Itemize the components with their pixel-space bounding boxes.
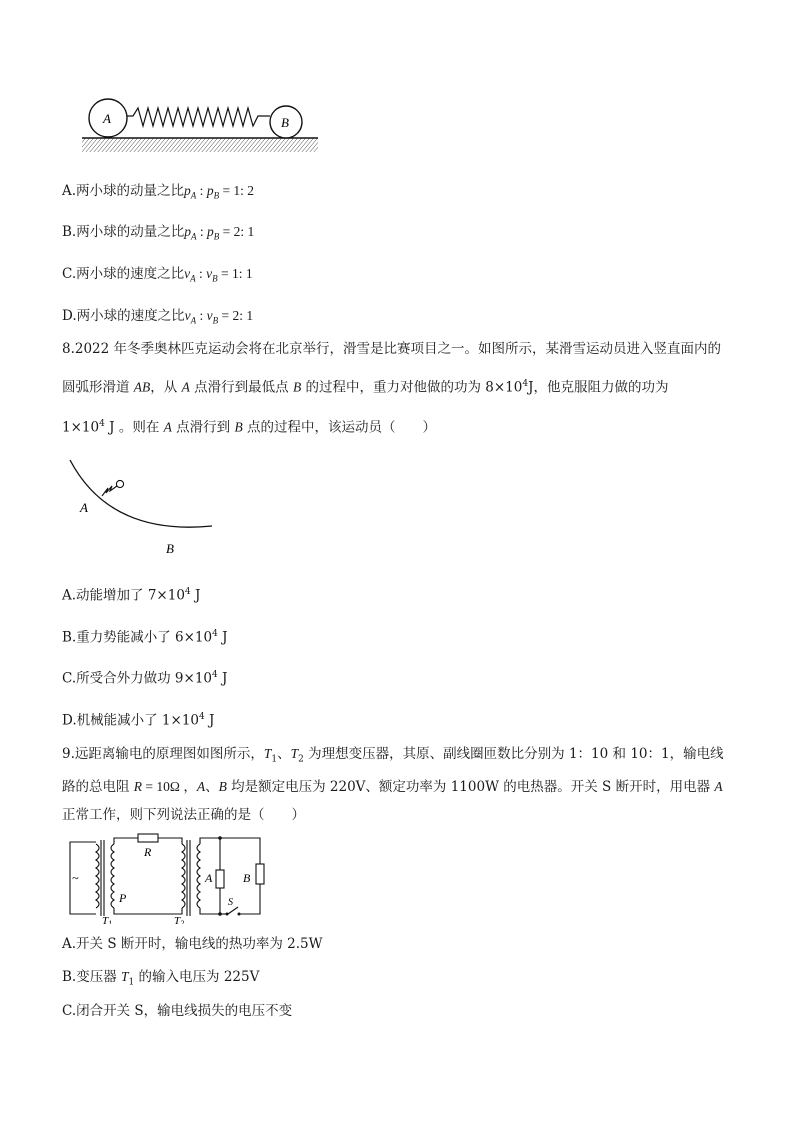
fig-label-b: B xyxy=(166,541,174,556)
q7-option-d: D.两小球的速度之比$v_A$ : $v_B = 2$: 1 xyxy=(62,308,254,326)
fig-label-a: A xyxy=(80,500,88,515)
q8-option-d: D.机械能减小了 $1\times 10^4$ J xyxy=(62,712,215,729)
q8-stem-line1: 8.2022 年冬季奥林匹克运动会将在北京举行，滑雪是比赛项目之一。如图所示，某滑雪运动员进入竖直面内的 xyxy=(62,341,722,357)
q8-figure xyxy=(66,456,216,556)
q9-option-a: A.开关 S 断开时，输电线的热功率为 2.5W xyxy=(62,936,323,952)
t1-label: T1 xyxy=(102,915,113,924)
q7-option-a: A.两小球的动量之比$p_A$ : $p_B = 1$: 2 xyxy=(62,183,255,201)
ball-a-label: A xyxy=(103,111,111,126)
q7-option-b: B.两小球的动量之比$p_A$ : $p_B = 2$: 1 xyxy=(62,224,255,242)
ac-source-symbol: ~ xyxy=(72,871,79,885)
q9-stem-line1: 9.远距离输电的原理图如图所示，$T_1$、$T_2$ 为理想变压器，其原、副线圈匝数比分别为 1：10 和 10：1，输电线 xyxy=(62,746,724,765)
heater-b-label: B xyxy=(243,871,251,885)
switch-s-label: S xyxy=(228,897,233,908)
q8-option-a: A.动能增加了 $7\times 10^4$ J xyxy=(62,587,201,604)
q8-option-b: B.重力势能减小了 $6\times 10^4$ J xyxy=(62,629,228,646)
q9-circuit xyxy=(62,832,272,924)
q9-option-c: C.闭合开关 S，输电线损失的电压不变 xyxy=(62,1003,293,1019)
t2-label: T2 xyxy=(174,915,185,924)
q9-option-b: B.变压器 $T_1$ 的输入电压为 225V xyxy=(62,969,260,988)
q8-stem-line3: $1\times 10^4$ J 。则在 A 点滑行到 B 点的过程中，该运动员（ ） xyxy=(62,419,437,436)
ball-b-label: B xyxy=(281,115,289,130)
q9-stem-line2: 路的总电阻 R = 10Ω ，A、B 均是额定电压为 220V、额定功率为 1100W 的电热器。开关 S 断开时，用电器 A xyxy=(62,779,723,795)
q8-option-c: C.所受合外力做功 $9\times 10^4$ J xyxy=(62,670,228,687)
resistor-label: R xyxy=(144,845,152,859)
q7-figure xyxy=(76,92,322,156)
q7-option-c: C.两小球的速度之比$v_A$ : $v_B = 1$: 1 xyxy=(62,266,253,284)
heater-a-label: A xyxy=(205,871,213,885)
q9-stem-line3: 正常工作，则下列说法正确的是（ ） xyxy=(62,807,305,823)
q8-stem-line2: 圆弧形滑道 AB，从 A 点滑行到最低点 B 的过程中，重力对他做的功为 $8\times 10^4J$，他克服阻力做的功为 xyxy=(62,379,669,396)
point-p-label: P xyxy=(119,891,127,905)
